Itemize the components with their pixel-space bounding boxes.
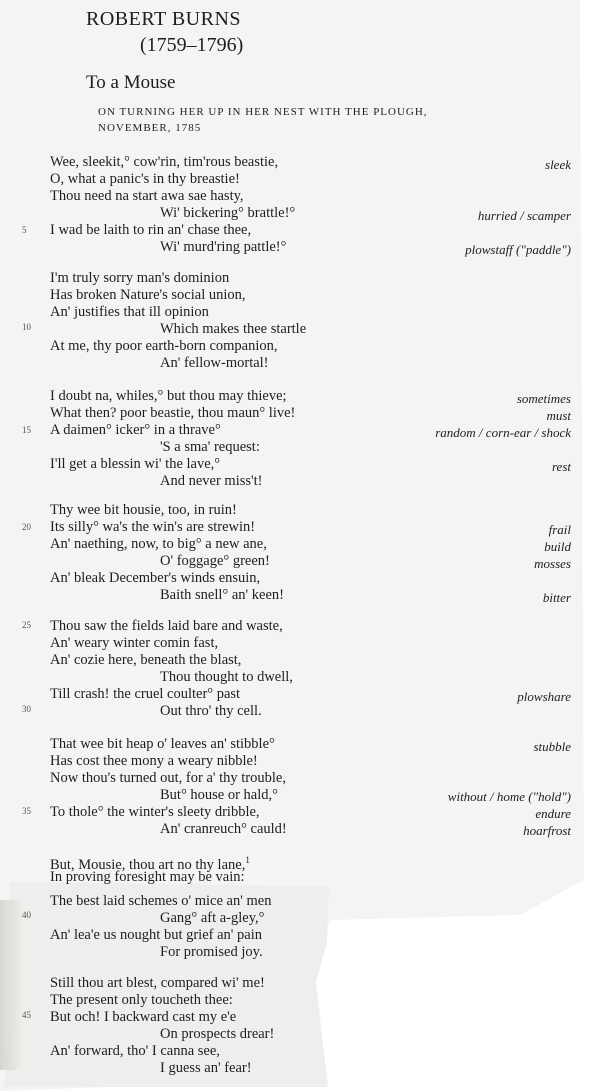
poem-line: In proving foresight may be vain: xyxy=(50,869,245,885)
poem-line: An' cranreuch° cauld! xyxy=(160,821,287,837)
poem-line: Still thou art blest, compared wi' me! xyxy=(50,975,265,991)
margin-gloss: hurried / scamper xyxy=(477,208,571,223)
poem-line: An' cozie here, beneath the blast, xyxy=(50,652,242,668)
poem-line: At me, thy poor earth-born companion, xyxy=(50,338,278,354)
poem-line: But° house or hald,° xyxy=(160,787,278,803)
margin-gloss: frail xyxy=(548,522,571,537)
margin-gloss: must xyxy=(546,408,571,423)
poem-line: O, what a panic's in thy breastie! xyxy=(50,171,240,187)
poem-line: I'm truly sorry man's dominion xyxy=(50,270,230,286)
margin-gloss: rest xyxy=(551,459,571,474)
poem-line: O' foggage° green! xyxy=(160,553,270,569)
poem-line: Thou saw the fields laid bare and waste, xyxy=(50,618,283,634)
poem-line: And never miss't! xyxy=(160,473,263,489)
poem-line: But och! I backward cast my e'e xyxy=(50,1009,237,1025)
margin-gloss: stubble xyxy=(533,739,571,754)
poem-line: An' lea'e us nought but grief an' pain xyxy=(50,927,262,943)
poem-line: An' naething, now, to big° a new ane, xyxy=(50,536,267,552)
line-number: 45 xyxy=(22,1010,31,1020)
footnote-marker: 1 xyxy=(245,855,250,865)
poem-line: Thou need na start awa sae hasty, xyxy=(50,188,244,204)
poem-line: Has broken Nature's social union, xyxy=(50,287,246,303)
poem-subtitle-line2: NOVEMBER, 1785 xyxy=(98,122,202,134)
poem-line: I'll get a blessin wi' the lave,° xyxy=(50,456,221,472)
line-number: 5 xyxy=(22,225,27,235)
poem-line: Thy wee bit housie, too, in ruin! xyxy=(50,502,237,518)
line-number: 10 xyxy=(22,322,31,332)
margin-gloss: without / home ("hold") xyxy=(447,789,571,804)
margin-gloss: mosses xyxy=(534,556,571,571)
poem-line: The best laid schemes o' mice an' men xyxy=(50,893,272,909)
poem-line: I wad be laith to rin an' chase thee, xyxy=(50,222,252,238)
margin-gloss: hoarfrost xyxy=(523,823,571,838)
poem-line: An' forward, tho' I canna see, xyxy=(50,1043,220,1059)
poem-subtitle-line1: ON TURNING HER UP IN HER NEST WITH THE PLOUGH, xyxy=(98,106,428,118)
poem-line: An' weary winter comin fast, xyxy=(50,635,219,651)
margin-gloss: bitter xyxy=(542,590,571,605)
line-number: 25 xyxy=(22,620,31,630)
poem-line: I doubt na, whiles,° but thou may thieve; xyxy=(50,388,287,404)
poem-line: 'S a sma' request: xyxy=(160,439,260,455)
poem-line: Baith snell° an' keen! xyxy=(160,587,284,603)
poem-line: That wee bit heap o' leaves an' stibble° xyxy=(50,736,275,752)
poem-line: On prospects drear! xyxy=(160,1026,275,1042)
poem-line: Wi' murd'ring pattle!° xyxy=(160,239,287,255)
author-dates: (1759–1796) xyxy=(140,34,244,56)
poem-line: Its silly° wa's the win's are strewin! xyxy=(50,519,256,535)
poem-line: Has cost thee mony a weary nibble! xyxy=(50,753,258,769)
poem-line: Till crash! the cruel coulter° past xyxy=(50,686,241,702)
poem-line-text: But, Mousie, thou art no thy lane, xyxy=(50,856,246,873)
poem-line: An' justifies that ill opinion xyxy=(50,304,209,320)
poem-title: To a Mouse xyxy=(86,72,176,93)
poem-line: I guess an' fear! xyxy=(160,1060,252,1076)
poem-line: An' bleak December's winds ensuin, xyxy=(50,570,261,586)
scrap-edge-shadow xyxy=(0,900,22,1070)
line-number: 20 xyxy=(22,522,31,532)
margin-gloss: build xyxy=(544,539,571,554)
poem-line: Wi' bickering° brattle!° xyxy=(160,205,296,221)
margin-gloss: plowstaff ("paddle") xyxy=(465,242,571,257)
poem-line: Now thou's turned out, for a' thy trouble, xyxy=(50,770,286,786)
author-name: ROBERT BURNS xyxy=(86,8,242,30)
margin-gloss: endure xyxy=(535,806,571,821)
line-number: 40 xyxy=(22,910,31,920)
poem-line: An' fellow-mortal! xyxy=(160,355,269,371)
line-number: 30 xyxy=(22,704,31,714)
poem-line: Gang° aft a-gley,° xyxy=(160,910,265,926)
line-number: 15 xyxy=(22,425,31,435)
margin-gloss: sometimes xyxy=(516,391,571,406)
margin-gloss: random / corn-ear / shock xyxy=(435,425,571,440)
poem-line: For promised joy. xyxy=(160,944,263,960)
line-number: 35 xyxy=(22,806,31,816)
poem-line: Thou thought to dwell, xyxy=(160,669,293,685)
margin-gloss: plowshare xyxy=(517,689,571,704)
poem-line: The present only toucheth thee: xyxy=(50,992,233,1008)
poem-line: A daimen° icker° in a thrave° xyxy=(50,422,221,438)
poem-line: Out thro' thy cell. xyxy=(160,703,262,719)
poem-line: Which makes thee startle xyxy=(160,321,307,337)
poem-line: To thole° the winter's sleety dribble, xyxy=(50,804,260,820)
poem-line: What then? poor beastie, thou maun° live! xyxy=(50,405,296,421)
poem-line: Wee, sleekit,° cow'rin, tim'rous beastie, xyxy=(50,154,279,170)
margin-gloss: sleek xyxy=(545,157,571,172)
